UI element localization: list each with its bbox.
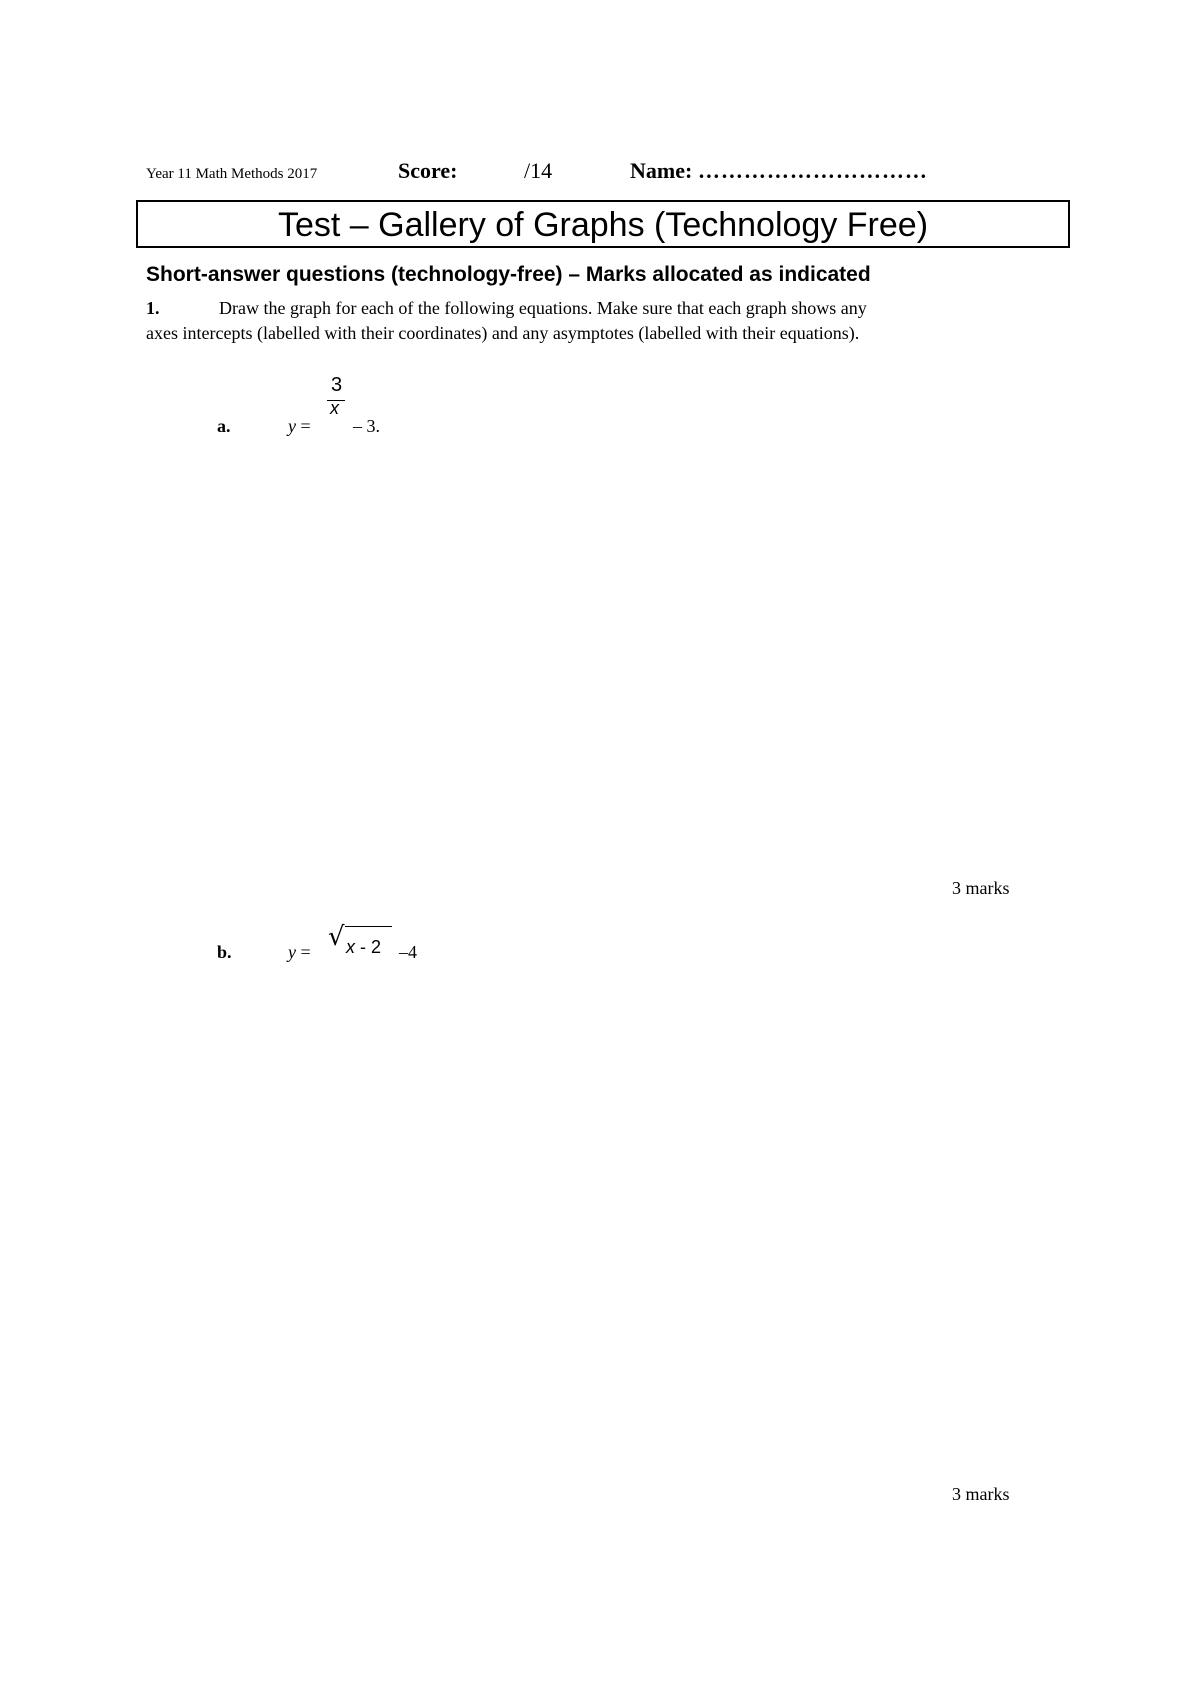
part-b-marks: 3 marks <box>952 1484 1010 1504</box>
part-a-marks: 3 marks <box>952 878 1010 898</box>
part-a-label: a. <box>217 416 231 436</box>
score-label: Score: <box>398 158 458 183</box>
part-b-radical: √ <box>328 922 345 952</box>
part-a-y: y <box>288 416 296 436</box>
name-label: Name: <box>630 158 693 183</box>
part-b-equals: = <box>296 942 311 962</box>
name-field <box>630 158 928 184</box>
part-b-radicand <box>346 937 381 958</box>
part-b-radicand-rest: - 2 <box>355 937 382 957</box>
page-title: Test – Gallery of Graphs (Technology Free) <box>136 200 1070 248</box>
part-b-lhs <box>288 942 311 963</box>
part-a-numerator: 3 <box>331 374 343 396</box>
part-b-radical-bar <box>345 926 392 927</box>
part-a-lhs <box>288 416 311 437</box>
section-heading: Short-answer questions (technology-free) – Marks allocated as indicated <box>146 263 871 286</box>
question-instruction-line2: axes intercepts (labelled with their coordinates) and any asymptotes (labelled with their equations). <box>146 323 860 343</box>
course-label: Year 11 Math Methods 2017 <box>146 166 318 182</box>
score-total: /14 <box>524 158 553 183</box>
part-b-label: b. <box>217 942 232 962</box>
part-b-tail: –4 <box>399 942 417 962</box>
part-a-tail: – 3. <box>353 416 380 436</box>
name-blank: ………………………… <box>697 158 928 183</box>
question-number: 1. <box>146 298 160 318</box>
part-b-radicand-var: x <box>346 937 355 957</box>
part-b-y: y <box>288 942 296 962</box>
part-a-equals: = <box>296 416 311 436</box>
part-a-denominator: x <box>330 398 339 418</box>
question-instruction-line1: Draw the graph for each of the following equations. Make sure that each graph shows any <box>219 298 867 318</box>
